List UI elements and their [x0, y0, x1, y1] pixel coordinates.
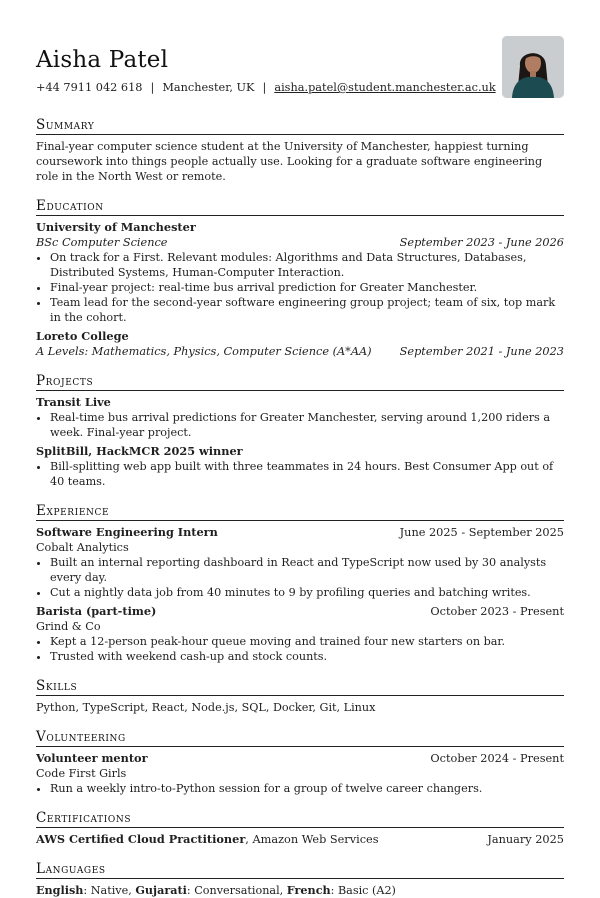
- candidate-name: Aisha Patel: [36, 47, 169, 73]
- skills-list: Python, TypeScript, React, Node.js, SQL, Docker, Git, Linux: [36, 701, 376, 714]
- project-entry: [36, 395, 564, 440]
- language-name: Gujarati: [135, 883, 187, 897]
- list-item: • Real-time bus arrival predictions for Greater Manchester, serving around 1,200 riders a week. Final-year project.: [50, 410, 564, 440]
- degree: BSc Computer Science: [36, 236, 168, 249]
- list-item: • Built an internal reporting dashboard in React and TypeScript now used by 30 analysts every day.: [50, 555, 564, 585]
- certification-name: AWS Certified Cloud Practitioner: [36, 832, 246, 846]
- section-heading: Projects: [36, 373, 564, 391]
- language-level: : Native,: [83, 884, 136, 897]
- institution-name: Loreto College: [36, 329, 129, 343]
- phone-number: +44 7911 042 618: [36, 81, 143, 94]
- list-item: • Run a weekly intro-to-Python session for a group of twelve career changers.: [50, 781, 564, 796]
- language-level: : Basic (A2): [330, 884, 396, 897]
- languages-section: [36, 861, 564, 898]
- list-item: • Kept a 12-person peak-hour queue moving and trained four new starters on bar.: [50, 634, 564, 649]
- list-item: • On track for a First. Relevant modules: Algorithms and Data Structures, Databases, Distributed Systems, Human-Computer Interaction.: [50, 250, 564, 280]
- section-heading: Languages: [36, 861, 564, 879]
- organization: Code First Girls: [36, 767, 127, 780]
- bullet-list: [36, 781, 564, 796]
- skills-section: [36, 678, 564, 715]
- section-heading: Volunteering: [36, 729, 564, 747]
- project-title: Transit Live: [36, 395, 111, 409]
- contact-separator: |: [262, 81, 267, 94]
- section-heading: Skills: [36, 678, 564, 696]
- institution-name: University of Manchester: [36, 220, 196, 234]
- job-title: Barista (part-time): [36, 604, 157, 618]
- email-link[interactable]: aisha.patel@student.manchester.ac.uk: [274, 81, 496, 94]
- language-level: : Conversational,: [186, 884, 287, 897]
- list-item: • Cut a nightly data job from 40 minutes to 9 by profiling queries and batching writes.: [50, 585, 564, 600]
- bullet-list: [36, 634, 564, 664]
- certification-issuer: , Amazon Web Services: [245, 833, 379, 846]
- section-heading: Experience: [36, 503, 564, 521]
- summary-section: [36, 117, 564, 184]
- bullet-list: [36, 459, 564, 489]
- bullet-list: [36, 250, 564, 325]
- section-heading: Certifications: [36, 810, 564, 828]
- experience-entry: [36, 525, 564, 600]
- project-entry: [36, 444, 564, 489]
- dates: June 2025 - September 2025: [399, 526, 564, 539]
- volunteering-entry: [36, 751, 564, 796]
- list-item: • Bill-splitting web app built with three teammates in 24 hours. Best Consumer App out of 40 teams.: [50, 459, 564, 489]
- projects-section: [36, 373, 564, 489]
- certification-row: [36, 832, 564, 847]
- certification-date: January 2025: [487, 833, 564, 846]
- location: Manchester, UK: [162, 81, 255, 94]
- section-heading: Education: [36, 198, 564, 216]
- summary-text: Final-year computer science student at the University of Manchester, happiest turning coursework into things people actually use. Looking for a graduate software engineering role in the North West or remote.: [36, 140, 543, 183]
- organization: Cobalt Analytics: [36, 541, 129, 554]
- education-entry: [36, 220, 564, 325]
- language-name: French: [286, 883, 331, 897]
- section-heading: Summary: [36, 117, 564, 135]
- organization: Grind & Co: [36, 620, 101, 633]
- role-title: Volunteer mentor: [36, 751, 148, 765]
- degree: A Levels: Mathematics, Physics, Computer Science (A*AA): [36, 345, 372, 358]
- languages-list: [36, 883, 564, 898]
- experience-section: [36, 503, 564, 664]
- contact-separator: |: [150, 81, 155, 94]
- dates: October 2024 - Present: [430, 752, 564, 765]
- bullet-list: [36, 555, 564, 600]
- volunteering-section: [36, 729, 564, 796]
- contact-line: [36, 80, 564, 96]
- job-title: Software Engineering Intern: [36, 525, 218, 539]
- list-item: • Team lead for the second-year software engineering group project; team of six, top mark in the cohort.: [50, 295, 564, 325]
- language-name: English: [36, 883, 84, 897]
- experience-entry: [36, 604, 564, 664]
- dates: October 2023 - Present: [430, 605, 564, 618]
- person-photo-icon: [502, 36, 564, 98]
- list-item: • Final-year project: real-time bus arrival prediction for Greater Manchester.: [50, 280, 564, 295]
- education-section: [36, 198, 564, 359]
- certifications-section: [36, 810, 564, 847]
- dates: September 2021 - June 2023: [399, 345, 564, 358]
- education-entry: [36, 329, 564, 359]
- bullet-list: [36, 410, 564, 440]
- profile-photo: [502, 36, 564, 98]
- project-title: SplitBill, HackMCR 2025 winner: [36, 444, 243, 458]
- list-item: • Trusted with weekend cash-up and stock counts.: [50, 649, 564, 664]
- dates: September 2023 - June 2026: [399, 236, 564, 249]
